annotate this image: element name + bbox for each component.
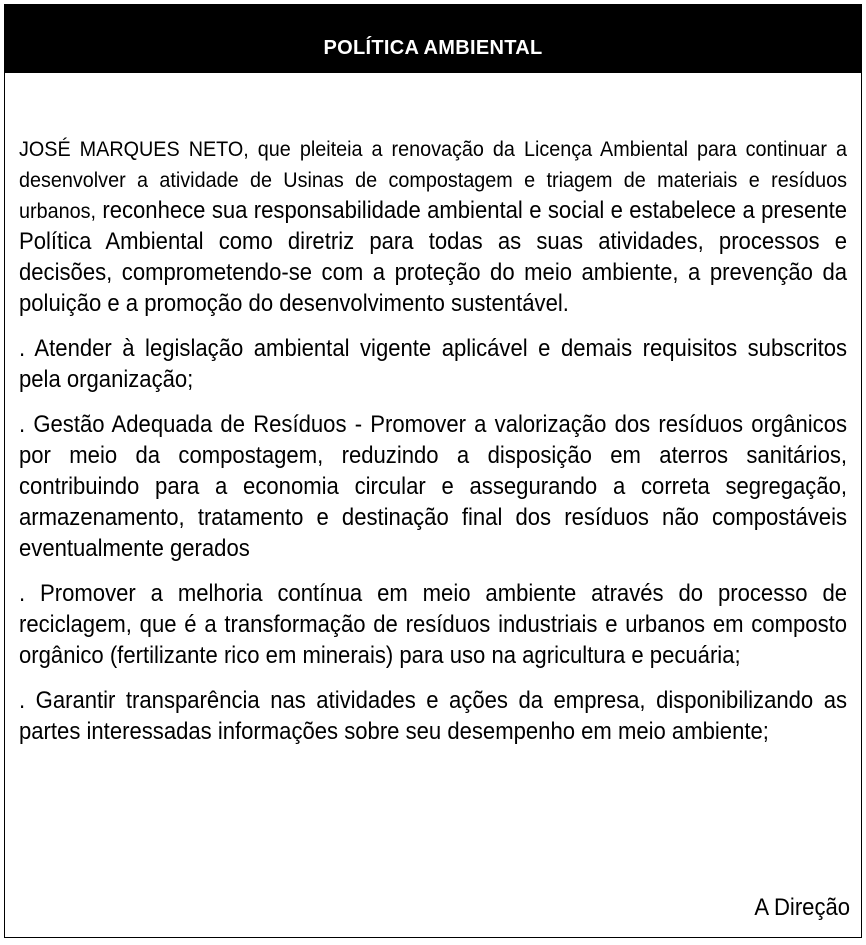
policy-frame <box>4 4 862 938</box>
intro-commitment-text: reconhece sua responsabilidade ambiental e social e estabelece a presente Política Ambiental como diretriz para todas as suas atividades, processos e decisões, comprometendo-se com a proteção do meio ambiente, a prevenção da poluição e a promoção do desenvolvimento sustentável. <box>19 197 848 317</box>
signature: A Direção <box>754 894 850 921</box>
policy-item-legislation: . Atender à legislação ambiental vigente aplicável e demais requisitos subscritos pela organização; <box>19 335 848 393</box>
policy-item-waste-management: . Gestão Adequada de Resíduos - Promover a valorização dos resíduos orgânicos por meio da compostagem, reduzindo a disposição em aterros sanitários, contribuindo para a economia circular e assegurando a correta segregação, armazenamento, tratamento e destinação final dos resíduos não compostáveis eventualmente gerados <box>19 411 848 562</box>
intro-company-text: JOSÉ MARQUES NETO, que pleiteia a renovação da Licença Ambiental para continuar a desenvolver a atividade de Usinas de compostagem e triagem de materiais e resíduos urbanos, <box>19 137 848 223</box>
intro-paragraph <box>19 133 847 319</box>
policy-item-continuous-improvement: . Promover a melhoria contínua em meio ambiente através do processo de reciclagem, que é a transformação de resíduos industriais e urbanos em composto orgânico (fertilizante rico em minerais) para uso na agricultura e pecuária; <box>19 580 848 669</box>
policy-item-transparency: . Garantir transparência nas atividades e ações da empresa, disponibilizando as partes interessadas informações sobre seu desempenho em meio ambiente; <box>19 687 848 745</box>
page-title: POLÍTICA AMBIENTAL <box>323 36 543 59</box>
policy-body <box>19 133 847 761</box>
header-bar <box>5 5 861 73</box>
